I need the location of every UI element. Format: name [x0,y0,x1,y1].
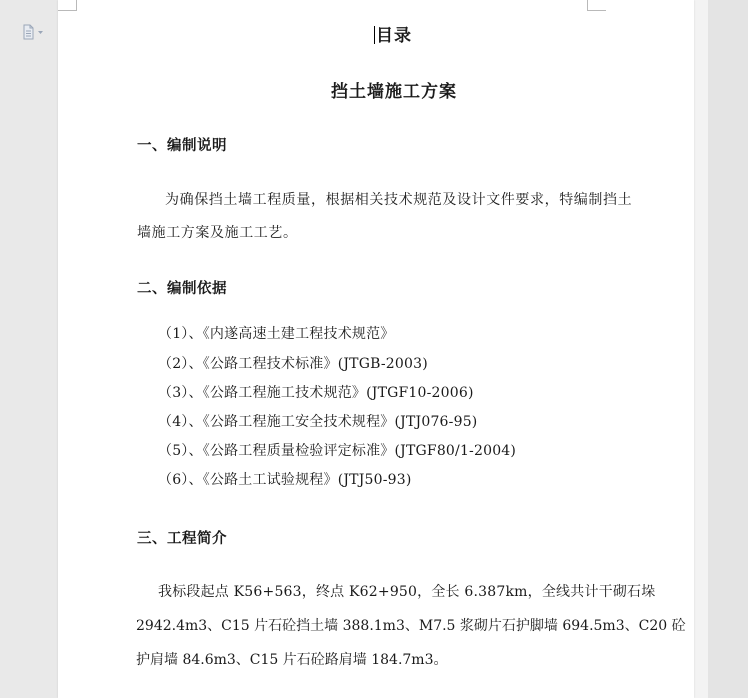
section3-paragraph-line: 护肩墙 84.6m3、C15 片石砼路肩墙 184.7m3。 [136,652,448,668]
reference-item: （3）、《公路工程施工技术规范》(JTGF10-2006) [158,385,474,401]
reference-item: （5）、《公路工程质量检验评定标准》(JTGF80/1-2004) [158,443,517,459]
page-corner-mark-left [58,0,77,11]
page-shadow [694,0,708,698]
section-heading-3: 三、工程简介 [137,530,227,547]
reference-item: （4）、《公路工程施工安全技术规程》(JTJ076-95) [158,414,478,430]
text-cursor [374,26,375,44]
reference-item: （2）、《公路工程技术标准》(JTGB-2003) [158,356,428,372]
document-title: 挡土墙施工方案 [331,82,457,102]
section3-paragraph-line: 我标段起点 K56+563，终点 K62+950，全长 6.387km，全线共计干砌石垛 [158,584,656,600]
reference-item: （6）、《公路土工试验规程》(JTJ50-93) [158,472,412,488]
section1-paragraph-line: 墙施工方案及施工工艺。 [137,225,298,241]
document-menu-button[interactable] [22,24,52,40]
section1-paragraph-line: 为确保挡土墙工程质量，根据相关技术规范及设计文件要求，特编制挡土 [165,192,633,208]
toc-title[interactable] [374,21,412,46]
chevron-down-icon [38,31,43,34]
reference-item: （1）、《内遂高速土建工程技术规范》 [158,326,395,342]
section3-paragraph-line: 2942.4m3、C15 片石砼挡土墙 388.1m3、M7.5 浆砌片石护脚墙 694.5m3、C20 砼 [136,618,686,634]
toc-title-text: 目录 [376,26,412,46]
page-corner-mark-right [587,0,606,11]
section-heading-2: 二、编制依据 [137,280,227,297]
window-right-margin [708,0,748,698]
document-icon [22,24,52,40]
section-heading-1: 一、编制说明 [137,137,227,154]
